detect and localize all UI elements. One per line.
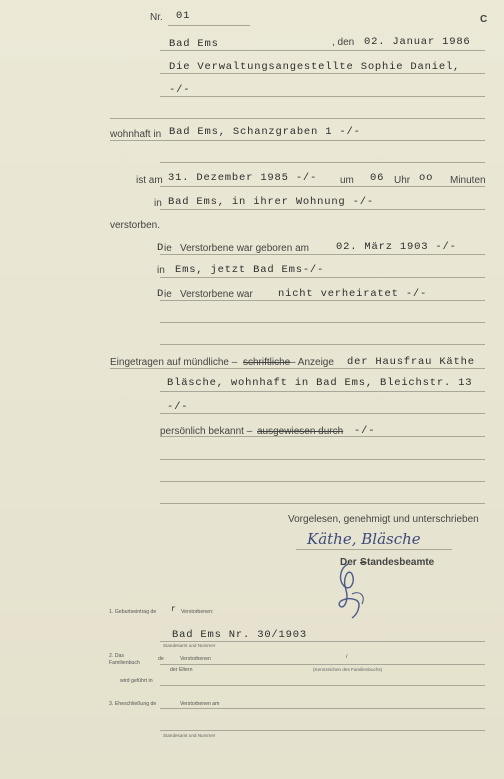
intro-line-2-rule (160, 96, 485, 97)
registration-value-3: -/- (167, 401, 189, 413)
birth-place-rule (160, 277, 485, 278)
birth-prefix-suffix: ie (164, 243, 172, 254)
death-date-rule (160, 186, 485, 187)
record-date: 02. Januar 1986 (364, 36, 471, 48)
footer-item2-verstorbenen: Verstorbenen (180, 656, 211, 662)
official-signature-icon (322, 560, 372, 622)
known-rule (160, 436, 485, 437)
footer-item2-de: de (158, 656, 164, 662)
birth-entry-value: Bad Ems Nr. 30/1903 (172, 629, 307, 641)
official-title: tandesbeamte (367, 557, 435, 568)
registration-rule-3 (160, 413, 485, 414)
verstorben-label: verstorben. (110, 220, 161, 231)
um-label: um (340, 175, 354, 186)
official-prefix: Der (340, 557, 357, 568)
intro-line-1: Die Verwaltungsangestellte Sophie Daniel, (169, 61, 461, 73)
birth-date: 02. März 1903 -/- (336, 241, 457, 253)
footer-item2-rule-2 (160, 685, 485, 686)
residence-value: Bad Ems, Schanzgraben 1 -/- (169, 126, 361, 138)
death-hour: 06 (370, 172, 385, 184)
blank-rule-5 (160, 459, 485, 460)
corner-letter: C (480, 14, 488, 25)
closing-text: Vorgelesen, genehmigt und unterschrieben (288, 514, 479, 525)
footer-item3-rule (160, 708, 485, 709)
nr-underline (168, 25, 250, 26)
footer-item1-rule (160, 641, 485, 642)
birth-label: Verstorbene war geboren am (180, 243, 309, 254)
signature-rule (296, 549, 452, 550)
marital-prefix: D (157, 288, 165, 300)
footer-item1-label: 1. Geburtseintrag de (109, 609, 157, 615)
blank-rule-6 (160, 481, 485, 482)
minuten-label: Minuten (450, 175, 486, 186)
place-date-line (160, 50, 485, 51)
den-label: , den (332, 37, 355, 48)
intro-line-2: -/- (169, 84, 191, 96)
footer-item1-caption: Standesamt und Nummer (163, 643, 216, 648)
uhr-label: Uhr (394, 175, 411, 186)
footer-item3-caption: Standesamt und Nummer (163, 733, 216, 738)
footer-item2-rule (160, 664, 485, 665)
blank-rule-3 (160, 322, 485, 323)
marital-rule (160, 300, 485, 301)
birth-place: Ems, jetzt Bad Ems-/- (175, 264, 325, 276)
record-place: Bad Ems (169, 38, 219, 50)
nr-label: Nr. (150, 12, 163, 23)
blank-rule-1 (110, 118, 485, 119)
footer-item3-label: 3. Eheschließung de (109, 701, 157, 707)
death-place-rule (160, 209, 485, 210)
footer-item3-rule-2 (160, 730, 485, 731)
marital-value: nicht verheiratet -/- (278, 288, 428, 300)
known-value: -/- (354, 425, 376, 437)
marital-prefix-suffix: ie (164, 289, 172, 300)
birth-prefix: D (157, 242, 165, 254)
registration-rule-1 (110, 368, 485, 369)
residence-label: wohnhaft in (110, 129, 162, 140)
footer-item2-caption: (Kennzeichen des Familienbuchs) (313, 667, 383, 672)
footer-item2-slash: / (346, 654, 348, 660)
death-date: 31. Dezember 1985 -/- (168, 172, 318, 184)
intro-line-1-rule (160, 73, 485, 74)
registration-rule-2 (160, 391, 485, 392)
birth-in-label: in (157, 265, 165, 276)
footer-item3-rest: Verstorbenen am (180, 701, 220, 707)
marital-label: Verstorbene war (180, 289, 253, 300)
footer-item2-eltern: der Eltern (170, 667, 193, 673)
ist-am-label: ist am (136, 175, 163, 186)
registration-label-end: – Anzeige (290, 357, 334, 368)
signer-signature: Käthe, Bläsche (307, 530, 421, 548)
blank-rule-4 (160, 344, 485, 345)
footer-item1-suffix: r (171, 605, 177, 614)
registration-label-start: Eingetragen auf mündliche – (110, 357, 238, 368)
footer-item2-line2: Familienbuch (109, 660, 140, 666)
residence-rule (110, 140, 485, 141)
known-label: persönlich bekannt – (160, 426, 253, 437)
known-struck: ausgewiesen durch (257, 426, 344, 437)
footer-item1-rest: Verstorbenen: (181, 609, 214, 615)
record-number: 01 (176, 10, 191, 22)
blank-rule-2 (160, 162, 485, 163)
registration-value-1: der Hausfrau Käthe (347, 356, 475, 368)
footer-item2-num: 2. Das (109, 653, 124, 659)
registration-struck: schriftliche (243, 357, 291, 368)
death-place: Bad Ems, in ihrer Wohnung -/- (168, 196, 374, 208)
death-in-label: in (154, 198, 162, 209)
registration-value-2: Bläsche, wohnhaft in Bad Ems, Bleichstr. 13 (167, 377, 473, 389)
official-struck: S (360, 557, 367, 568)
blank-rule-7 (160, 503, 485, 504)
birth-date-rule (160, 254, 485, 255)
death-minutes: oo (419, 172, 434, 184)
footer-item2-gefuehrt: wird geführt in (120, 678, 153, 684)
